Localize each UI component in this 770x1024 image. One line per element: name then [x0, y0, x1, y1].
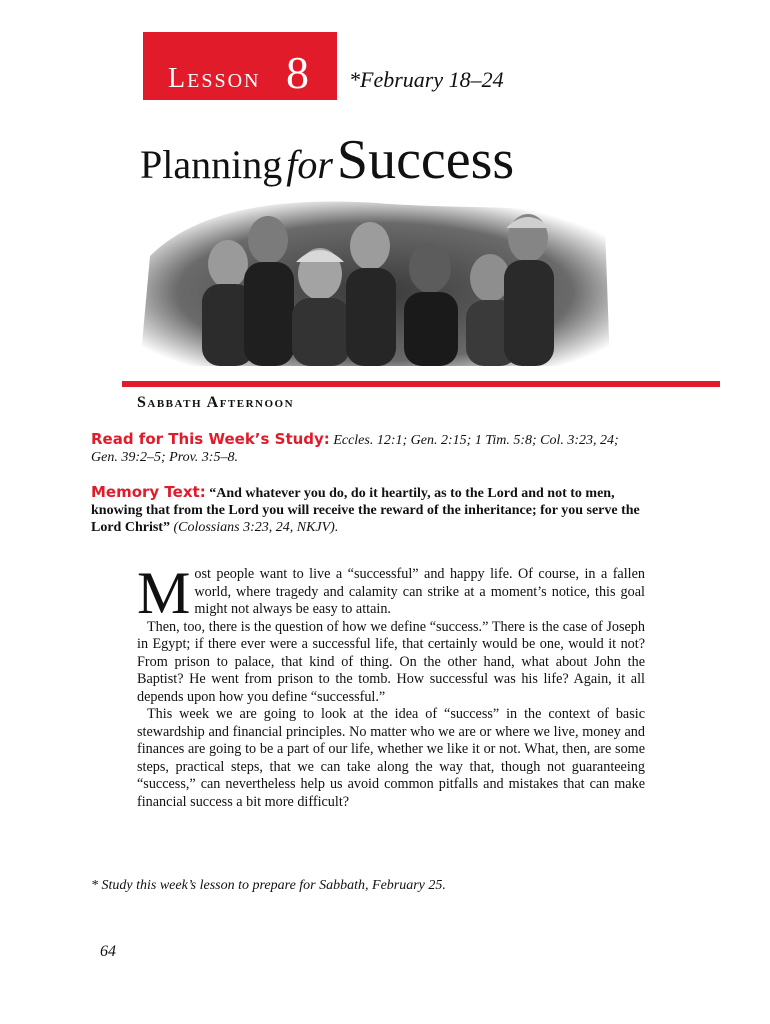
- footnote: * Study this week’s lesson to prepare for Sabbath, February 25.: [91, 878, 446, 893]
- memory-quote: “And whatever you do, do it heartily, as to the Lord and not to men, knowing that from the Lord you will receive the reward of the inheritance; for you serve the Lord Christ”: [91, 486, 640, 535]
- title-for: for: [286, 142, 333, 187]
- body-paragraph-2: Then, too, there is the question of how we define “success.” There is the case of Joseph in Egypt; if there ever were a successful life, that certainly would be one, would it not? From prison to palace, that kind of thing. On the other hand, what about John the Baptist? He went from prison to the tomb. How successful was his life? Again, it all depends upon how you define “successful.”: [137, 618, 645, 705]
- title-success: Success: [336, 129, 515, 191]
- group-photo: [140, 196, 610, 366]
- lesson-number: 8: [286, 47, 309, 98]
- reading-label: Read for This Week’s Study:: [91, 430, 330, 448]
- section-rule: [122, 381, 720, 387]
- date-range: *February 18–24: [349, 67, 504, 92]
- body-paragraph-3: This week we are going to look at the idea of “success” in the context of basic stewardship and financial principles. No matter who we are or where we live, money and finances are going to be a part of our life, whether we like it or not. What, then, are some steps, practical steps, that we can take along the way that, though not guaranteeing “success,” can nevertheless help us avoid common pitfalls and mistakes that can make financial success a bit more difficult?: [137, 706, 645, 810]
- lesson-title: [140, 129, 515, 191]
- lesson-body: [137, 560, 645, 811]
- title-planning: Planning: [140, 142, 283, 187]
- body-paragraph-1: Most people want to live a “successful” and happy life. Of course, in a fallen world, where tragedy and calamity can strike at a moment’s notice, this goal might not always be easy to attain.: [137, 560, 645, 626]
- memory-text: [91, 484, 646, 536]
- study-reading: [91, 431, 646, 466]
- drop-cap: M: [137, 560, 191, 626]
- memory-citation: (Colossians 3:23, 24, NKJV).: [173, 520, 339, 535]
- lesson-label: Lesson: [168, 63, 261, 94]
- lesson-badge: [143, 32, 337, 100]
- page-number: 64: [100, 943, 116, 960]
- memory-label: Memory Text:: [91, 483, 206, 501]
- section-heading: Sabbath Afternoon: [137, 394, 295, 411]
- reading-refs: Eccles. 12:1; Gen. 2:15; 1 Tim. 5:8; Col. 3:23, 24; Gen. 39:2–5; Prov. 3:5–8.: [91, 433, 619, 465]
